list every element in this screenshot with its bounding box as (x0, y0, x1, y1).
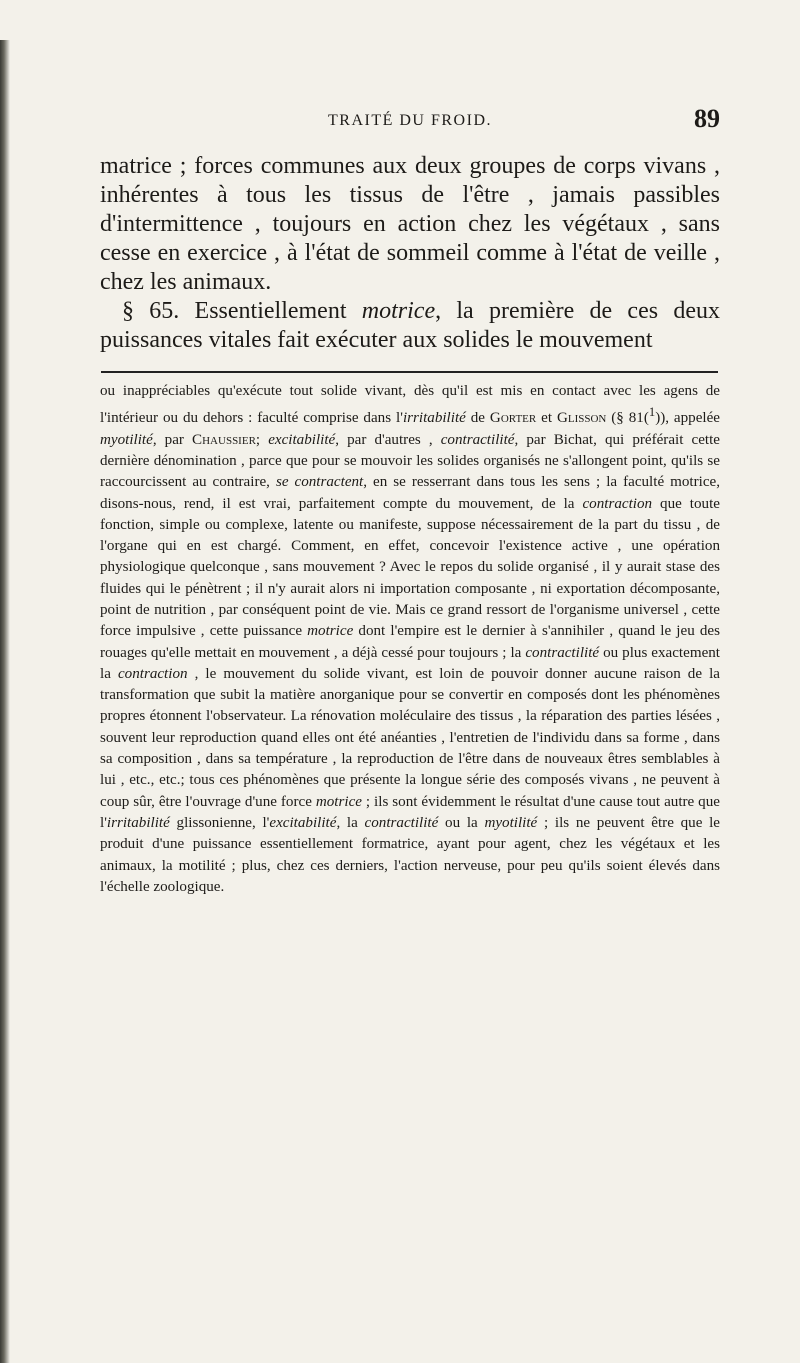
footnote-text: ou inappréciables qu'exécute tout solide vivant, dès qu'il est mis en contact avec les agens de l'intérieur ou du dehors : faculté comprise dans l'irritabilité de Gorter et Glisson (§ 81($^1$)), appelée myotilité, par Chaussier; excitabilité, par d'autres , contractilité, par Bichat, qui préférait cette dernière dénomination , parce que pour se mouvoir les solides organisés ne s'allongent point, qu'ils se raccourcissent au contraire, se contractent, en se resserrant dans tous les sens ; la faculté motrice, disons-nous, rend, il est vrai, parfaitement compte du mouvement, de la contraction que toute fonction, simple ou complexe, latente ou manifeste, suppose nécessairement de la part du tissu , de l'organe qui en est chargé. Comment, en effet, concevoir l'existence active , une opération physiologique quelconque , sans mouvement ? Avec le repos du solide organisé , il y aurait stase des fluides qui le pénètrent ; il n'y aurait alors ni importation composante , ni exportation décomposante, point de nutrition , par conséquent point de vie. Mais ce grand ressort de l'organisme universel , cette force impulsive , cette puissance motrice dont l'empire est le dernier à s'annihiler , quand le jeu des rouages qu'elle mettait en mouvement , a déjà cessé pour toujours ; la contractilité ou plus exactement la contraction , le mouvement du solide vivant, est loin de pouvoir donner aucune raison de la transformation que subit la matière anorganique pour se convertir en composés dont les phénomènes propres étonnent l'observateur. La rénovation moléculaire des tissus , la réparation des parties lésées , souvent leur reproduction quand elles ont été anéanties , l'entretien de l'individu dans sa forme , dans sa composition , dans sa température , la reproduction de l'être dans de nouveaux êtres semblables à lui , etc., etc.; tous ces phénomènes que présente la longue série des composés vivans , ne peuvent à coup sûr, être l'ouvrage d'une force motrice ; ils sont évidemment le résultat d'une cause tout autre que l'irritabilité glissonienne, l'excitabilité, la contractilité ou la myotilité ; ils ne peuvent être que le produit d'une puissance essentiellement formatrice, ayant pour agent, chez les végétaux et les animaux, la motilité ; plus, chez ces derniers, l'action nerveuse, pour peu qu'ils soient élevés dans l'échelle zoologique. (100, 383, 721, 895)
main-text (100, 152, 720, 355)
page-header (100, 100, 720, 140)
page-number: 89 (694, 104, 720, 133)
binding-edge (0, 40, 10, 1363)
paragraph-continuation: matrice ; forces communes aux deux groupes de corps vivans , inhérentes à tous les tissus de l'être , jamais passibles d'intermittence , toujours en action chez les végétaux , sans cesse en exercice , à l'état de sommeil comme à l'état de veille , chez les animaux. (100, 153, 720, 295)
running-title: TRAITÉ DU FROID. (328, 112, 492, 129)
footnote (100, 381, 720, 898)
footnote-separator (101, 371, 718, 373)
paragraph-section-65: § 65. Essentiellement motrice, la première de ces deux puissances vitales fait exécuter aux solides le mouvement (100, 298, 720, 353)
